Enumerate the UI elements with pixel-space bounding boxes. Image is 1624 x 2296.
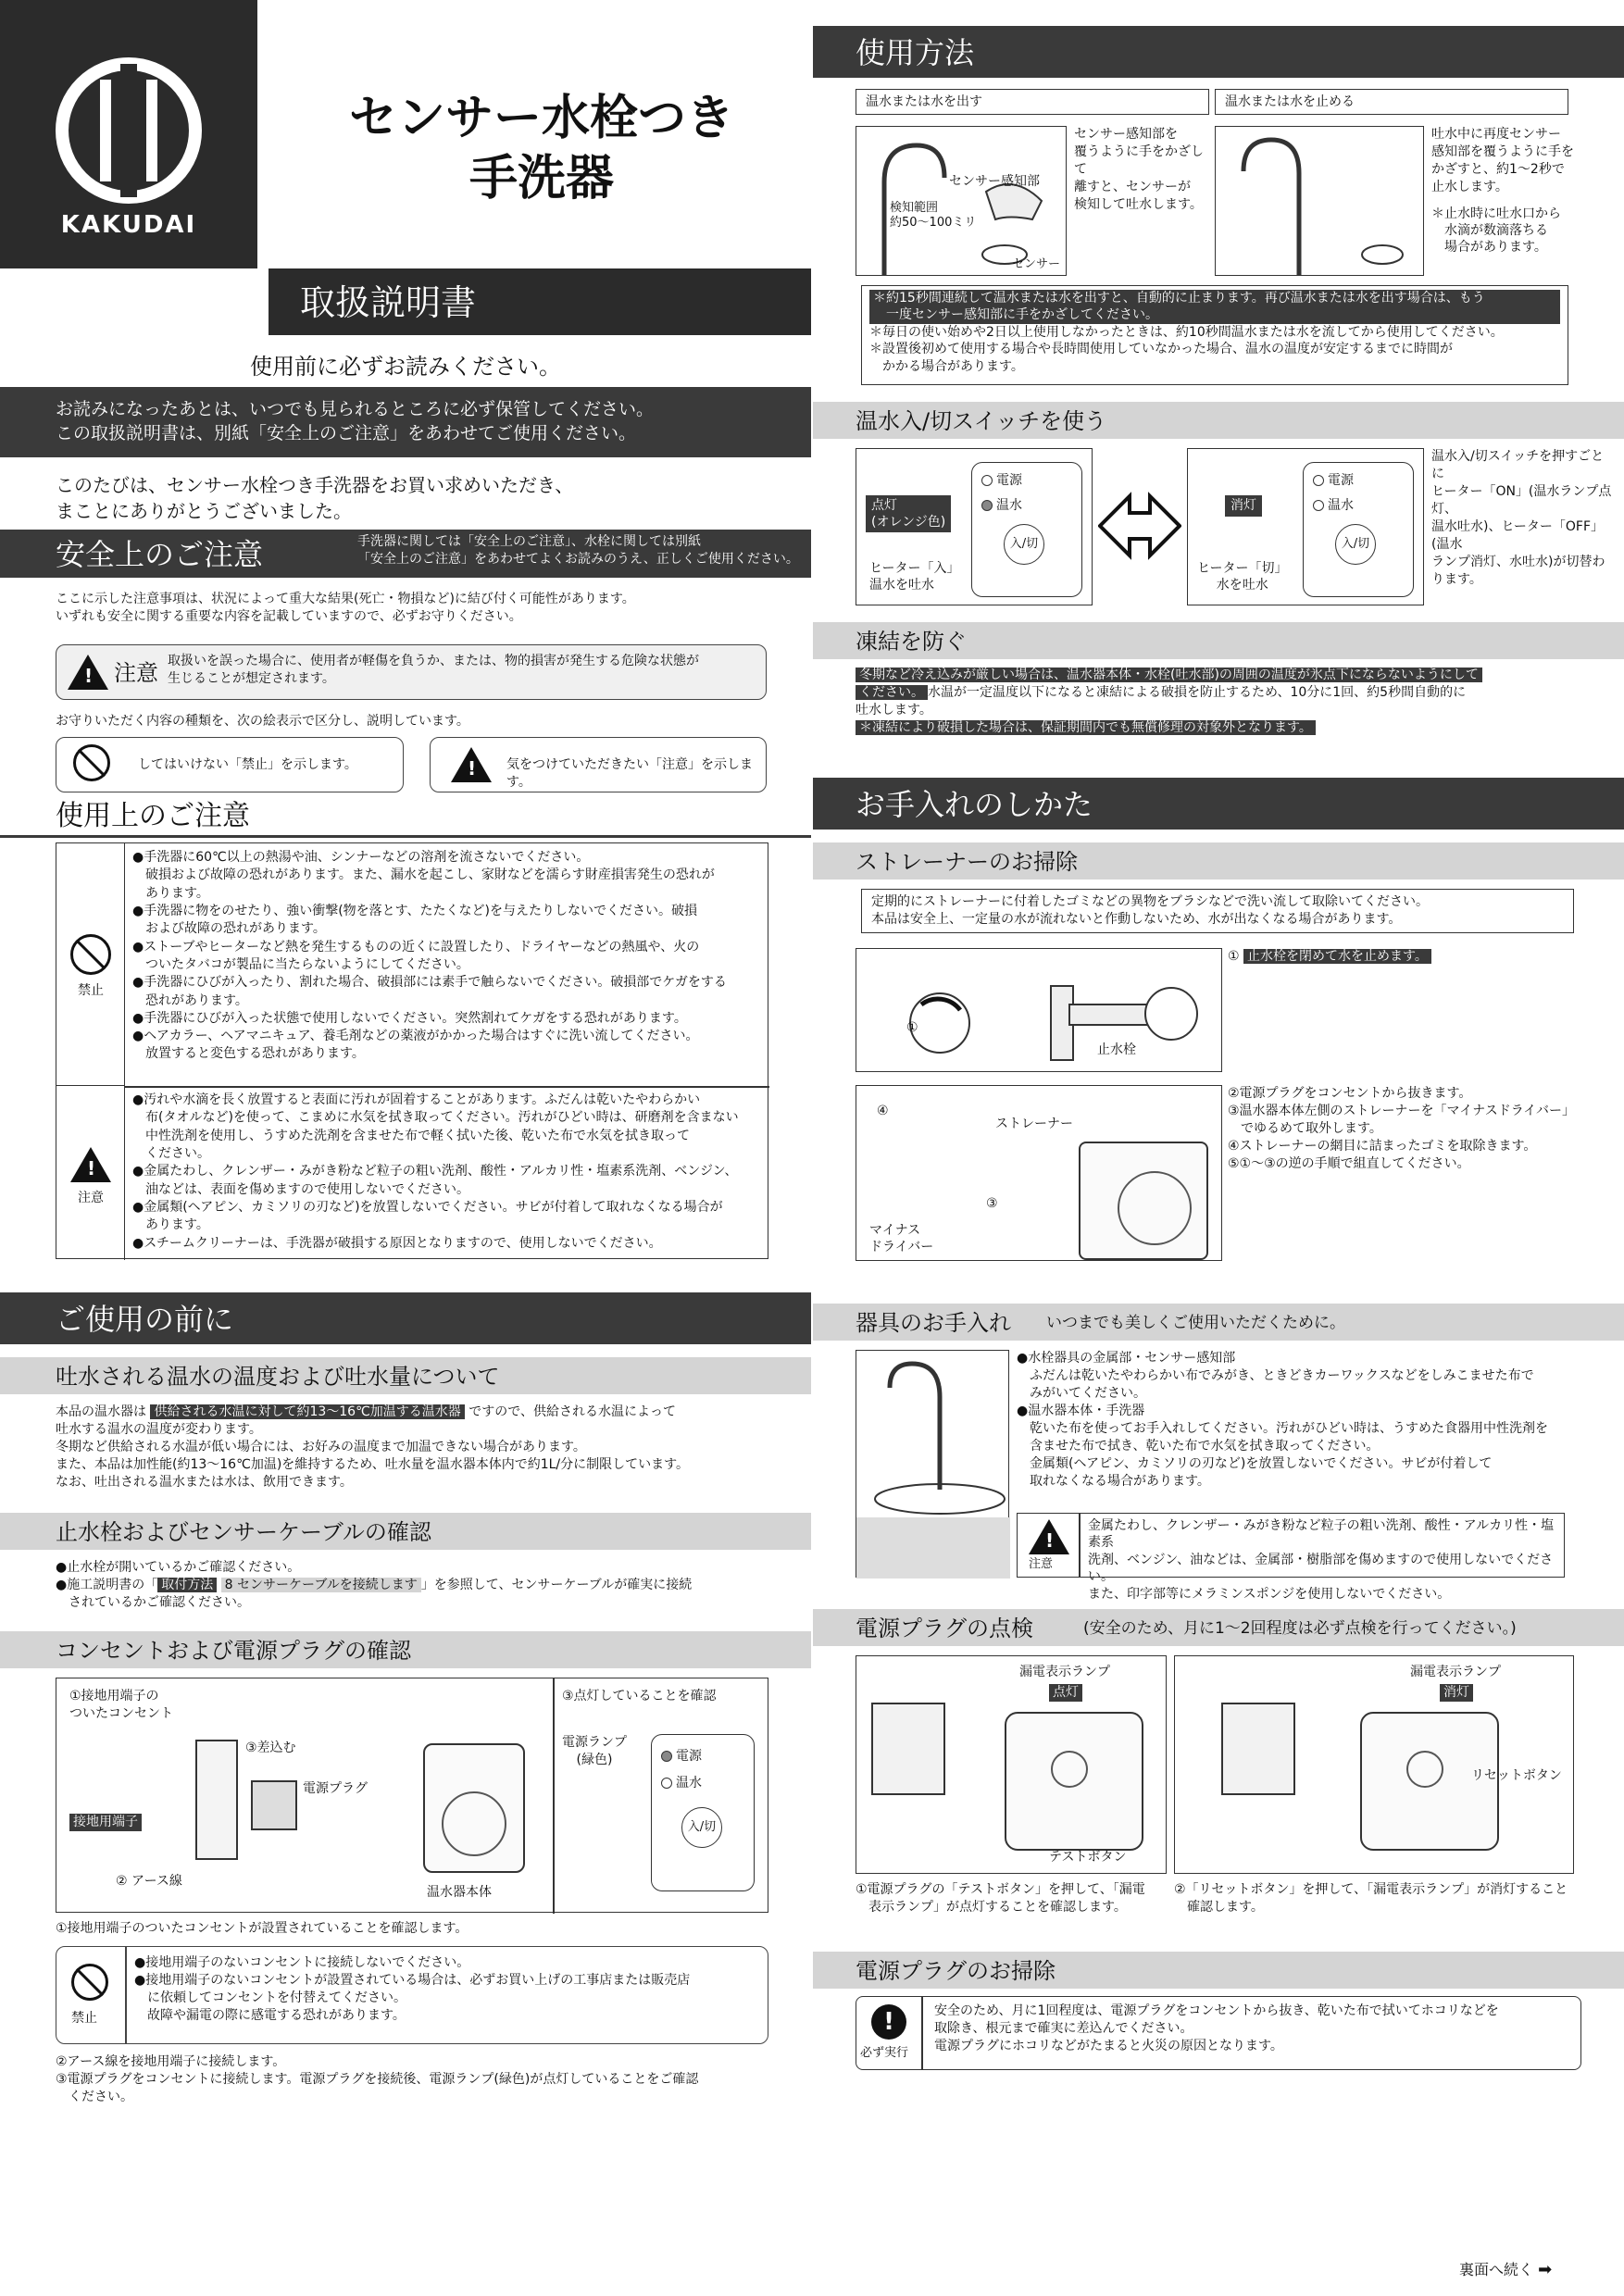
text-line: かかる場合があります。 [869, 358, 1024, 374]
logo-block [0, 0, 257, 268]
next-page[interactable]: 裏面へ続く ➡ [1459, 2260, 1553, 2279]
list-item: ④ストレーナーの網目に詰まったゴミを取除きます。 [1228, 1139, 1537, 1154]
switch-header: 温水入/切スイッチを使う [813, 402, 1624, 439]
faucet-icon [856, 1351, 1010, 1578]
text-line: 温水入/切スイッチを押すごとに [1431, 449, 1605, 482]
caution-icon [451, 747, 492, 782]
text-line: なお、吐出される温水または水は、飲用できます。 [56, 1474, 353, 1490]
power-lamp-icon [981, 475, 993, 486]
text-line: 吐水する温水の温度が変わります。 [56, 1421, 262, 1437]
switch-on-figure: 点灯 (オレンジ色) 電源 温水 入/切 ヒーター「入」 温水を吐水 [856, 448, 1093, 605]
list-item: ●ヘアカラー、ヘアマニキュア、養毛剤などの薬液がかかった場合はすぐに洗い流してください。 [132, 1029, 699, 1044]
text-line: 安全のため、月に1回程度は、電源プラグをコンセントから抜き、乾いた布で拭いてホコリなどを [934, 2003, 1499, 2018]
caution-icon [68, 655, 108, 690]
list-item: ●接地用端子のないコンセントが設置されている場合は、必ずお買い上げの工事店または販売店 [134, 1972, 691, 1988]
caution-legend: ! 気をつけていただきたい「注意」を示します。 [430, 737, 767, 792]
valve-icon [856, 949, 1223, 1073]
list-item: ●ストーブやヒーターなど熱を発生するものの近くに設置したり、ドライヤーなどの熱風や、火の [132, 939, 700, 955]
before-use-header: ご使用の前に [0, 1292, 811, 1344]
product-title: センサー水栓つき 手洗器 [348, 91, 734, 206]
text-line: 取れなくなる場合があります。 [1017, 1474, 1210, 1490]
usage-figure-on: センサー感知部 検知範囲 約50〜100ミリ センサー [856, 126, 1067, 276]
heater-switch-off-button[interactable]: 入/切 [1335, 524, 1376, 565]
usage-off-note [1431, 206, 1580, 256]
list-item: ●金属たわし、クレンザー・みがき粉など粒子の粗い洗剤、酸性・アルカリ性・塩素系洗剤、ベンジン、 [132, 1164, 738, 1179]
fixture-text [1017, 1350, 1572, 1491]
power-lamp-icon [1313, 475, 1324, 486]
text-line: ＊約15秒間連続して温水または水を出すと、自動的に止まります。再び温水または水を出す場合は、もう [873, 291, 1485, 306]
strainer-step1: ① 止水栓を閉めて水を止めます。 [1228, 948, 1431, 966]
text-line: ＊止水時に吐水口から [1431, 206, 1561, 221]
fixture-figure [856, 1350, 1009, 1578]
valve-body: ●止水栓が開いているかご確認ください。 ●施工説明書の「 取付方法 8 センサーケーブルを接続します 」を参照して、センサーケーブルが確実に接続 されているかご確認ください。 [56, 1560, 693, 1610]
caution-icon [70, 1147, 111, 1182]
text-line: センサー感知部を [1074, 127, 1178, 142]
text-line: 止水します。 [1431, 180, 1508, 195]
usage-header: 使用方法 [813, 26, 1624, 78]
prohibit-legend: してはいけない「禁止」を示します。 [56, 737, 404, 792]
valve-header: 止水栓およびセンサーケーブルの確認 [0, 1513, 811, 1550]
valve-figure: ① 止水栓 [856, 948, 1222, 1072]
text-line: 離すと、センサーが [1074, 180, 1191, 195]
plug-test-figure: 漏電表示ランプ 点灯 テストボタン [856, 1655, 1167, 1874]
heater-unit [1079, 1142, 1208, 1260]
text-line: 一度センサー感知部に手をかざしてください。 [873, 307, 1158, 323]
text-line: ＊設置後初めて使用する場合や長時間使用していなかった場合、温水の温度が安定するまでに時間が [869, 342, 1453, 357]
list-item: ●金属類(ヘアピン、カミソリの刃など)を放置しないでください。サビが付着して取れなくなる場合が [132, 1199, 723, 1215]
list-item: および故障の恐れがあります。 [132, 921, 326, 937]
outlet-header: コンセントおよび電源プラグの確認 [0, 1631, 811, 1668]
freeze-body: 冬期など冷え込みが厳しい場合は、温水器本体・水栓(吐水部)の周囲の温度が氷点下にならないようにして ください。 水温が一定温度以下になると凍結による破損を防止するため、10分に1回、約5秒間自動的に 吐水します。 ＊凍結により破損した場合は、保証期間内でも無償修理の対象外となります。 [856, 667, 1578, 737]
strainer-steps [1228, 1085, 1598, 1173]
fixture-header: 器具のお手入れ いつまでも美しくご使用いただくために。 [813, 1304, 1624, 1341]
list-item: ③温水器本体左側のストレーナーを「マイナスドライバー」 [1228, 1104, 1576, 1119]
text-line: 電源プラグにホコリなどがたまると火災の原因となります。 [934, 2039, 1283, 2054]
safety-header: 安全上のご注意 手洗器に関しては「安全上のご注意」、水栓に関しては別紙 「安全上のご注意」をあわせてよくお読みのうえ、正しくご使用ください。 [0, 530, 811, 578]
read-before: 使用前に必ずお読みください。 [250, 354, 561, 380]
list-item: あります。 [132, 885, 209, 901]
care-header: お手入れのしかた [813, 778, 1624, 830]
text-line: また、印字部等にメラミンスポンジを使用しないでください。 [1088, 1586, 1451, 1602]
text-line: 覆うように手をかざして [1074, 144, 1204, 178]
text-line: 水滴が数滴落ちる [1431, 223, 1548, 239]
hot-lamp-icon [1313, 500, 1324, 511]
power-switch-button[interactable]: 入/切 [681, 1807, 722, 1848]
hot-lamp-icon [661, 1778, 672, 1789]
text-line: 金属類(ヘアピン、カミソリの刃など)を放置しないでください。サビが付着して [1017, 1456, 1493, 1472]
plug-step1 [856, 1881, 1167, 1916]
outlet-step1: ①接地用端子のついたコンセントが設置されていることを確認します。 [56, 1921, 468, 1936]
text-line: 含ませた布で拭き、乾いた布で水気を拭き取ってください。 [1017, 1439, 1380, 1454]
faucet-icon [1216, 127, 1425, 277]
usage-tab-on: 温水または水を出す [856, 89, 1209, 115]
text-line: 場合があります。 [1431, 240, 1547, 256]
list-item: ●手洗器にひびが入ったり、割れた場合、破損部には素手で触らないでください。破損部でケガをする [132, 975, 727, 991]
reset-button-label[interactable]: リセットボタン [1471, 1768, 1562, 1783]
text-line: ①電源プラグの「テストボタン」を押して、「漏電 [856, 1882, 1145, 1897]
classify-text: お守りいただく内容の種類を、次の絵表示で区分し、説明しています。 [56, 714, 469, 729]
list-item: ②電源プラグをコンセントから抜きます。 [1228, 1086, 1472, 1101]
text-line: みがいてください。 [1017, 1386, 1146, 1402]
text-line: 温水吐水)、ヒーター「OFF」(温水 [1431, 519, 1605, 553]
safety-intro: ここに示した注意事項は、状況によって重大な結果(死亡・物損など)に結び付く可能性があります。 いずれも安全に関する重要な内容を記載していますので、必ずお守りください。 [56, 592, 635, 624]
caution-definition: ! 注意 取扱いを誤った場合に、使用者が軽傷を負うか、または、物的損害が発生する危険な状態が 生じることが想定されます。 [56, 644, 767, 700]
list-item: ●手洗器にひびが入った状態で使用しないでください。突然割れてケガをする恐れがあります。 [132, 1010, 687, 1026]
text-line: ランプ消灯、水吐水)が切替わります。 [1431, 555, 1605, 588]
use-notes-table: 禁止 ●手洗器に60℃以上の熱湯や油、シンナーなどの溶剤を流さないでください。 破損および故障の恐れがあります。また、漏水を起こし、家財などを濡らす財産損害発生の恐れが あります。 ●手洗器に物をのせたり、強い衝撃(物を落とす、たたくなど)を与えたりしないでください。破損 および故障の恐れがあります。 ●ストーブやヒーターなど熱を発生するものの近くに設置したり、ドライヤーなどの熱風や、火の ついたタバコが製品に当たらないようにしてください。 ●手洗器にひびが入ったり、割れた場合、破損部には素手で触らないでください。破損部でケガをする 恐れがあります。 ●手洗器にひびが入った状態で使用しないでください。突然割れてケガをする恐れがあります。 ●ヘアカラー、ヘアマニキュア、養毛剤などの薬液がかかった場合はすぐに洗い流してください。 放置すると変色する恐れがあります。 ! 注意 ●汚れや水滴を長く放置すると表面に汚れが固着することがあります。ふだんは乾いたやわらかい 布(タオルなど)を使って、こまめに水気を拭き取ってください。汚れがひどい時は、研磨剤を含まない 中性洗剤を使用し、うすめた洗剤を含ませた布で軽く拭いた後、乾いた布で水気を拭き取って ください。 ●金属たわし、クレンザー・みがき粉など粒子の粗い洗剤、酸性・アルカリ性・塩素系洗剤、ベンジン、 油などは、表面を傷めますので使用しないでください。 ●金属類(ヘアピン、カミソリの刃など)を放置しないでください。サビが付着して取れなくなる場合が あります。 ●スチームクリーナーは、手洗器が破損する原因となりますので、使用しないでください。 [56, 842, 768, 1259]
prohibit-icon [73, 744, 110, 781]
double-arrow-icon [1098, 489, 1181, 563]
plug-header: 電源プラグの点検 (安全のため、月に1〜2回程度は必ず点検を行ってください。) [813, 1609, 1624, 1646]
power-lamp-icon [661, 1751, 672, 1762]
list-item: 放置すると変色する恐れがあります。 [132, 1046, 365, 1062]
list-item: 中性洗剤を使用し、うすめた洗剤を含ませた布で軽く拭いた後、乾いた布で水気を拭き取って [132, 1128, 690, 1143]
usage-off-text [1431, 126, 1580, 196]
plug-reset-figure: 漏電表示ランプ 消灯 リセットボタン [1174, 1655, 1574, 1874]
list-item: 破損および故障の恐れがあります。また、漏水を起こし、家財などを濡らす財産損害発生の恐れが [132, 867, 715, 883]
wall-outlet [195, 1740, 238, 1860]
freeze-header: 凍結を防ぐ [813, 622, 1624, 659]
plug-clean-box: ! 必ず実行 安全のため、月に1回程度は、電源プラグをコンセントから抜き、乾いた布で拭いてホコリなどを 取除き、根元まで確実に差込んでください。 電源プラグにホコリなどがたまると火災の原因となります。 [856, 1996, 1581, 2070]
text-line: ②「リセットボタン」を押して、「漏電表示ランプ」が消灯すること [1174, 1882, 1568, 1897]
outlet-figure: ①接地用端子の ついたコンセント ③差込む 電源プラグ 接地用端子 ② アース線 温水器本体 ③点灯していることを確認 電源ランプ (緑色) 電源 温水 入/切 [56, 1678, 768, 1913]
switch-description [1431, 448, 1617, 589]
list-item: 恐れがあります。 [132, 992, 248, 1008]
temp-header: 吐水される温水の温度および吐水量について [0, 1357, 811, 1394]
usage-on-text [1074, 126, 1213, 214]
use-notes-title: 使用上のご注意 [56, 800, 250, 832]
list-item: 故障や漏電の際に感電する恐れがあります。 [134, 2007, 406, 2023]
prohibit-icon [70, 934, 111, 975]
list-item: でゆるめて取外します。 [1228, 1121, 1382, 1137]
text-line: また、本品は加性能(約13〜16℃加温)を維持するため、吐水量を温水器本体内で約1L/分に制限しています。 [56, 1456, 690, 1472]
text-line: 洗剤、ベンジン、油などは、金属部・樹脂部を傷めますので使用しないでください。 [1088, 1552, 1554, 1585]
manual-title-bar: 取扱説明書 [269, 268, 811, 335]
plug-step2 [1174, 1881, 1581, 1916]
heater-switch-on-button[interactable]: 入/切 [1004, 524, 1044, 565]
test-button-label[interactable]: テストボタン [1049, 1850, 1127, 1865]
text-line: 吐水中に再度センサー [1431, 127, 1561, 142]
fixture-caution: ! 注意 金属たわし、クレンザー・みがき粉など粒子の粗い洗剤、酸性・アルカリ性・塩素系 洗剤、ベンジン、油などは、金属部・樹脂部を傷めますので使用しないでください。 また、印字部等にメラミンスポンジを使用しないでください。 [1017, 1513, 1565, 1578]
caution-icon [1029, 1519, 1069, 1554]
switch-off-figure: 消灯 電源 温水 入/切 ヒーター「切」 水を吐水 [1187, 448, 1424, 605]
list-item: に依頼してコンセントを付替えてください。 [134, 1990, 406, 2005]
list-item: ●汚れや水滴を長く放置すると表面に汚れが固着することがあります。ふだんは乾いたやわらかい [132, 1092, 701, 1107]
usage-notes-box [861, 285, 1568, 385]
list-item: 油などは、表面を傷めますので使用しないでください。 [132, 1181, 469, 1197]
list-item: ●手洗器に物をのせたり、強い衝撃(物を落とす、たたくなど)を与えたりしないでください。破損 [132, 903, 698, 918]
prohibit-icon [71, 1964, 108, 2001]
text-line: 冬期など供給される水温が低い場合には、お好みの温度まで加温できない場合があります。 [56, 1439, 586, 1454]
text-line: ふだんは乾いたやわらかい布でみがき、ときどきカーワックスなどをしみこませた布で [1017, 1368, 1534, 1384]
outlet-steps: ②アース線を接地用端子に接続します。 ③電源プラグをコンセントに接続します。電源プラグを接続後、電源ランプ(緑色)が点灯していることをご確認 ください。 [56, 2054, 699, 2104]
plug-clean-header: 電源プラグのお掃除 [813, 1952, 1624, 1989]
list-item: ⑤①〜③の逆の手順で組直してください。 [1228, 1156, 1470, 1172]
text-line: ＊毎日の使い始めや2日以上使用しなかったときは、約10秒間温水または水を流してから使用してください。 [869, 324, 1504, 340]
thanks-text: このたびは、センサー水栓つき手洗器をお買い求めいただき、 まことにありがとうございました。 [56, 474, 574, 522]
caution-list [132, 1092, 762, 1253]
temp-body: 本品の温水器は 供給される水温に対して約13〜16℃加温する温水器 ですので、供給される水温によって 吐水する温水の温度が変わります。 冬期など供給される水温が低い場合には、お好みの温度まで加温できない場合があります。 また、本品は加性能(約13〜16℃加温)を維持するため、吐水量を温水器本体内で約1L/分に制限しています。 なお、吐出される温水または水は、飲用できます。 [56, 1404, 787, 1491]
text-line: 取除き、根元まで確実に差込んでください。 [934, 2021, 1193, 2037]
text-line: 確認します。 [1174, 1899, 1264, 1915]
heater-unit [423, 1743, 525, 1873]
strainer-header: ストレーナーのお掃除 [813, 842, 1624, 880]
text-line: 感知部を覆うように手を [1431, 144, 1574, 160]
hot-lamp-icon [981, 500, 993, 511]
prohibit-list [132, 849, 762, 1064]
text-line: ヒーター「ON」(温水ランプ点灯、 [1431, 484, 1612, 518]
kakudai-logo-icon [50, 52, 207, 209]
arrow-right-icon: ➡ [1538, 2260, 1553, 2279]
list-item: 布(タオルなど)を使って、こまめに水気を拭き取ってください。汚れがひどい時は、研磨剤を含まない [132, 1110, 739, 1126]
list-item: ●スチームクリーナーは、手洗器が破損する原因となりますので、使用しないでください。 [132, 1235, 662, 1251]
text-line: 乾いた布を使ってお手入れしてください。汚れがひどい時は、うすめた食器用中性洗剤を [1017, 1421, 1548, 1437]
text-line: ●温水器本体・手洗器 [1017, 1404, 1145, 1419]
list-item: ついたタバコが製品に当たらないようにしてください。 [132, 956, 469, 972]
text-line: 金属たわし、クレンザー・みがき粉など粒子の粗い洗剤、酸性・アルカリ性・塩素系 [1088, 1518, 1555, 1551]
strainer-intro: 定期的にストレーナーに付着したゴミなどの異物をブラシなどで洗い流して取除いてください。 本品は安全上、一定量の水が流れないと作動しないため、水が出なくなる場合があります。 [861, 889, 1574, 933]
strainer-figure: ④ ストレーナー ③ マイナス ドライバー [856, 1085, 1222, 1261]
list-item: ください。 [132, 1145, 210, 1161]
list-item: ●接地用端子のないコンセントに接続しないでください。 [134, 1955, 470, 1970]
list-item: ●手洗器に60℃以上の熱湯や油、シンナーなどの溶剤を流さないでください。 [132, 850, 590, 865]
list-item: あります。 [132, 1217, 209, 1233]
usage-tab-off: 温水または水を止める [1215, 89, 1568, 115]
text-line: かざすと、約1〜2秒で [1431, 162, 1565, 178]
text-line: ●水栓器具の金属部・センサー感知部 [1017, 1351, 1236, 1366]
usage-figure-off [1215, 126, 1424, 276]
text-line: 表示ランプ」が点灯することを確認します。 [856, 1899, 1127, 1915]
outlet-prohibit: 禁止 ●接地用端子のないコンセントに接続しないでください。 ●接地用端子のないコンセントが設置されている場合は、必ずお買い上げの工事店または販売店 に依頼してコンセントを付替えてください。 故障や漏電の際に感電する恐れがあります。 [56, 1946, 768, 2044]
must-do-icon: ! [871, 2004, 906, 2040]
text-line: 検知して吐水します。 [1074, 197, 1203, 213]
brand-name: KAKUDAI [60, 211, 197, 239]
keep-note-bar: お読みになったあとは、いつでも見られるところに必ず保管してください。 この取扱説明書は、別紙「安全上のご注意」をあわせてご使用ください。 [0, 387, 811, 457]
plug-device [251, 1780, 297, 1830]
